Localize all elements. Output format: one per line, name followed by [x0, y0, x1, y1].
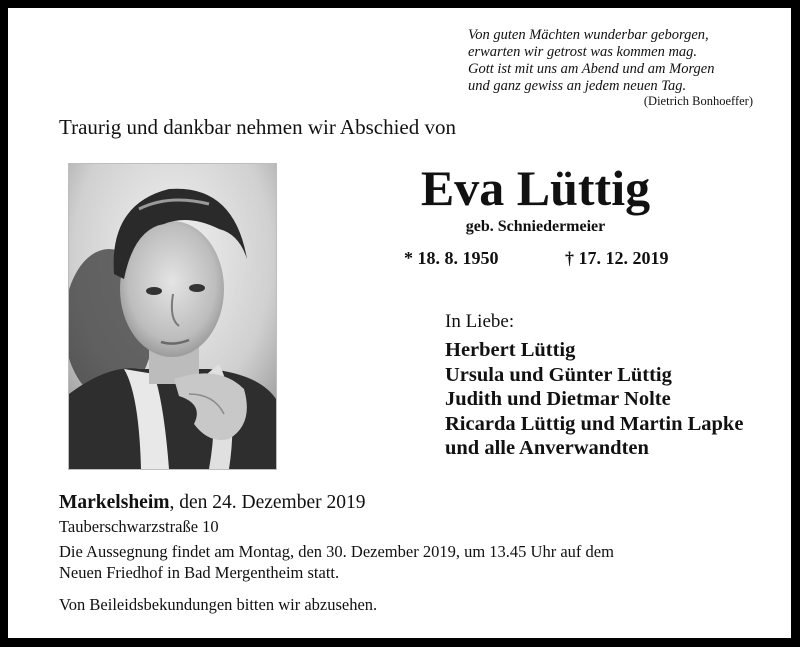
obituary-notice [8, 8, 791, 638]
death-date: † 17. 12. 2019 [565, 248, 669, 268]
quote-author: (Dietrich Bonhoeffer) [643, 94, 753, 108]
deceased-name: Eva Lüttig [420, 160, 651, 216]
mourner-name: und alle Anverwandten [445, 437, 649, 459]
mourner-name: Ursula und Günter Lüttig [445, 363, 672, 386]
place-date-line [59, 492, 366, 514]
quote-line: erwarten wir getrost was kommen mag. [468, 44, 698, 60]
quote-line: Gott ist mit uns am Abend und am Morgen [468, 61, 715, 77]
ceremony-line: Neuen Friedhof in Bad Mergentheim statt. [59, 563, 340, 582]
place-name: Markelsheim [59, 492, 170, 513]
quote-line: und ganz gewiss an jedem neuen Tag. [468, 78, 687, 94]
condolences-note: Von Beileidsbekundungen bitten wir abzusehen. [59, 595, 378, 614]
intro-text: Traurig und dankbar nehmen wir Abschied von [59, 115, 456, 139]
mourner-name: Herbert Lüttig [445, 339, 576, 361]
mourner-name: Judith und Dietmar Nolte [445, 388, 671, 410]
mourners-list [445, 338, 743, 461]
bonhoeffer-quote [468, 27, 715, 95]
portrait-image-icon [69, 164, 276, 469]
notice-date: , den 24. Dezember 2019 [169, 492, 366, 513]
street-address: Tauberschwarzstraße 10 [59, 517, 219, 536]
birth-date: * 18. 8. 1950 [404, 248, 499, 268]
quote-line: Von guten Mächten wunderbar geborgen, [468, 27, 709, 43]
ceremony-info [59, 541, 614, 583]
ceremony-line: Die Aussegnung findet am Montag, den 30. Dezember 2019, um 13.45 Uhr auf dem [59, 542, 614, 561]
portrait-photo [68, 163, 277, 470]
mourner-name: Ricarda Lüttig und Martin Lapke [445, 412, 744, 435]
mourners-label: In Liebe: [445, 311, 515, 332]
maiden-name: geb. Schniedermeier [465, 218, 606, 235]
